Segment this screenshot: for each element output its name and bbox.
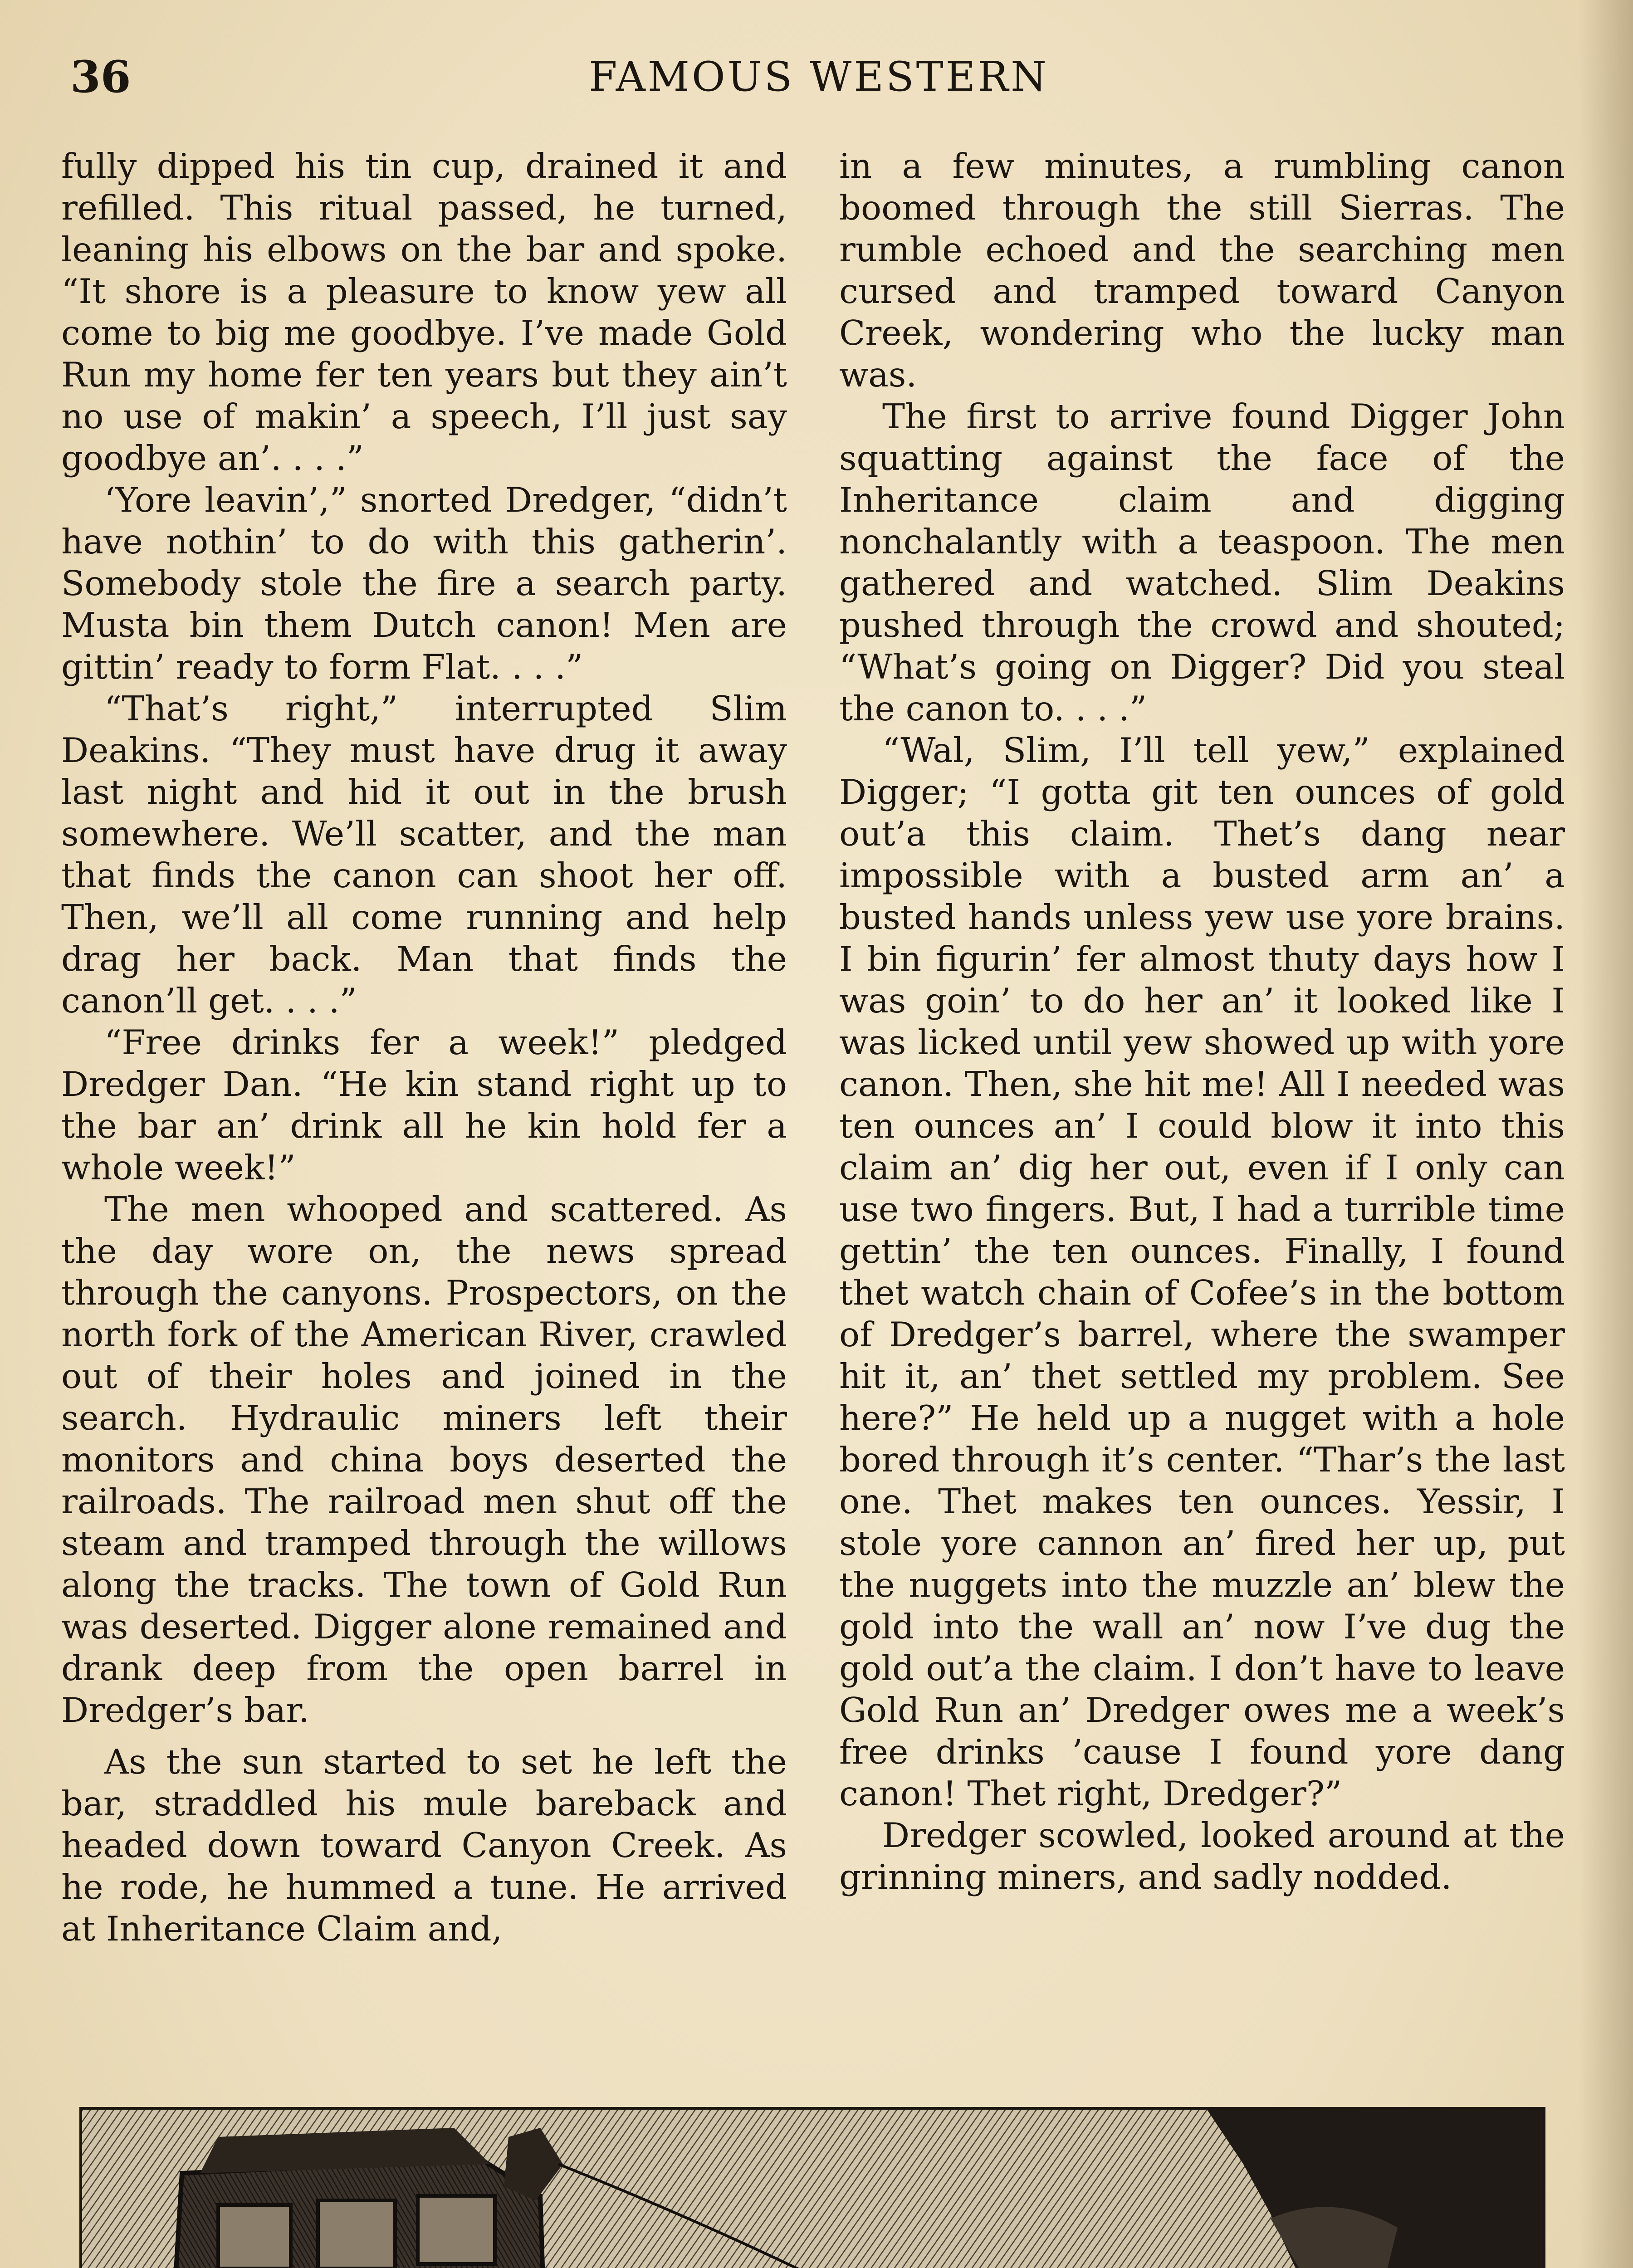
paragraph: The first to arrive found Digger John squatting against the face of the Inheritance claim and digging nonchalantly with a teaspoon. The men gathered and watched. Slim Deakins pushed through the crowd and shouted; “What’s going on Digger? Did you steal the canon to. . . .”: [839, 396, 1565, 728]
paragraph: “Wal, Slim, I’ll tell yew,” explained Digger; “I gotta git ten ounces of gold out’a this claim. Thet’s dang near impossible with a busted arm an’ a busted hands unless yew use yore brains. I bin figurin’ fer almost thuty days how I was goin’ to do her an’ it looked like I was licked until yew showed up with yore canon. Then, she hit me! All I needed was ten ounces an’ I could blow it into this claim an’ dig her out, even if I only can use two fingers. But, I had a turrible time gettin’ the ten ounces. Finally, I found thet watch chain of Cofee’s in the bottom of Dredger’s barrel, where the swamper hit it, an’ thet settled my problem. See here?” He held up a nugget with a hole bored through it’s center. “Thar’s the last one. Thet makes ten ounces. Yessir, I stole yore cannon an’ fired her up, put the nuggets into the muzzle an’ blew the gold into the wall an’ now I’ve dug the gold out’a the claim. I don’t have to leave Gold Run an’ Dredger owes me a week’s free drinks ’cause I found yore dang canon! Thet right, Dredger?”: [839, 730, 1565, 1813]
paragraph: “Free drinks fer a week!” pledged Dredger Dan. “He kin stand right up to the bar an’ drink all he kin hold fer a whole week!”: [61, 1022, 787, 1188]
paragraph: As the sun started to set he left the bar, straddled his mule bareback and headed down toward Canyon Creek. As he rode, he hummed a tune. He arrived at Inheritance Claim and,: [61, 1742, 787, 1949]
paragraph: Dredger scowled, looked around at the grinning miners, and sadly nodded.: [839, 1815, 1565, 1897]
magazine-title: FAMOUS WESTERN: [589, 53, 1049, 101]
paragraph: The men whooped and scattered. As the day wore on, the news spread through the canyons. Prospectors, on the north fork of the American River, crawled out of their holes and joined in the search. Hydraulic miners left their monitors and china boys deserted the railroads. The railroad men shut off the steam and tramped through the willows along the tracks. The town of Gold Run was deserted. Digger alone remained and drank deep from the open barrel in Dredger’s bar.: [61, 1189, 787, 1730]
right-column: [839, 145, 1565, 1898]
stagecoach-illustration: [79, 2107, 1545, 2268]
paragraph: ‘Yore leavin’,” snorted Dredger, “didn’t have nothin’ to do with this gatherin’. Somebody stole the fire a search party. Musta bin them Dutch canon! Men are gittin’ ready to form Flat. . . .”: [61, 480, 787, 687]
left-column: [61, 145, 787, 1950]
paragraph: “That’s right,” interrupted Slim Deakins. “They must have drug it away last night and hid it out in the brush somewhere. We’ll scatter, and the man that finds the canon can shoot her off. Then, we’ll all come running and help drag her back. Man that finds the canon’ll get. . . .”: [61, 689, 787, 1021]
page-header: [64, 48, 1574, 107]
paragraph: fully dipped his tin cup, drained it and refilled. This ritual passed, he turned, leaning his elbows on the bar and spoke. “It shore is a pleasure to know yew all come to big me goodbye. I’ve made Gold Run my home fer ten years but they ain’t no use of makin’ a speech, I’ll just say goodbye an’. . . .”: [61, 146, 787, 478]
paragraph: in a few minutes, a rumbling canon boomed through the still Sierras. The rumble echoed and the searching men cursed and tramped toward Canyon Creek, wondering who the lucky man was.: [839, 146, 1565, 395]
page-number: 36: [70, 51, 131, 103]
stagecoach-drawing: [82, 2110, 1543, 2268]
